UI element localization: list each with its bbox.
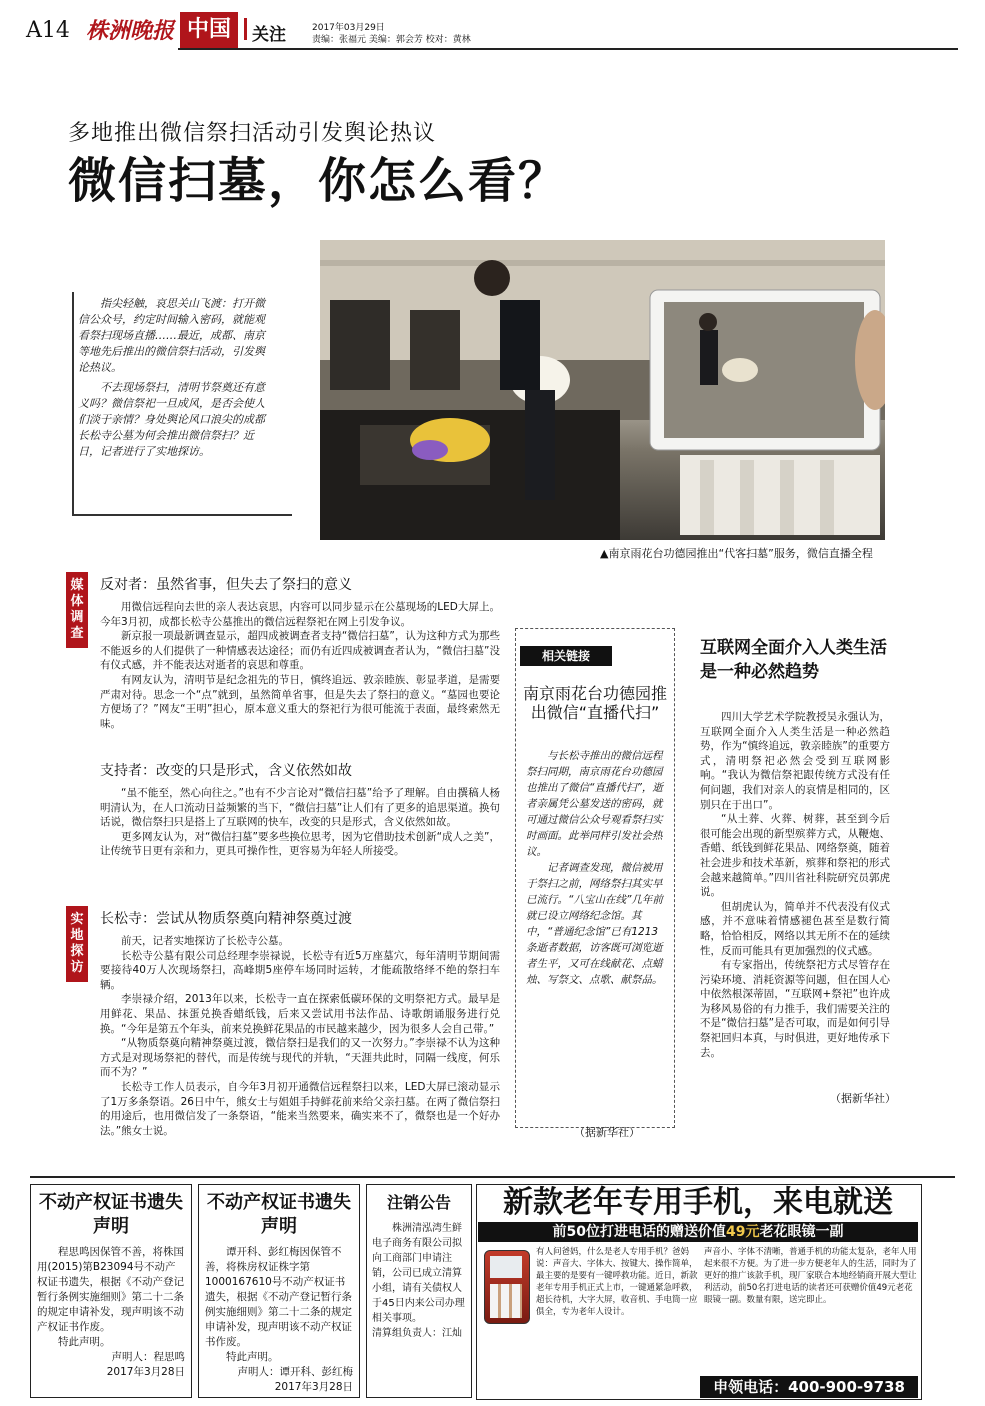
paragraph: “虽不能至，然心向往之。”也有不少言论对“微信扫墓”给予了理解。自由撰稿人杨明清认为，在人口流动日益频繁的当下，“微信扫墓”让人们有了更多的追思渠道。换句话说，微信祭扫只是搭上了互联网的快车，改变的只是形式，含义依然如故。: [100, 787, 500, 829]
article-headline: 微信扫墓，你怎么看？: [68, 153, 569, 209]
paragraph: 但胡虎认为，简单并不代表没有仪式感，并不意味着情感褪色甚至是数行简略，恰恰相反，网络以其无所不在的延续性，反而可能具有更加强烈的仪式感。: [700, 900, 890, 957]
section-body: [100, 600, 500, 731]
paragraph: 新京报一项最新调查显示，超四成被调查者支持“微信扫墓”，认为这种方式为那些不能返乡的人们提供了一种情感表达途径；而仍有近四成被调查者认为，“微信扫墓”没有仪式感，并不能表达对逝者的哀思和尊重。: [100, 630, 500, 672]
notice-sign: 清算组负责人：江灿: [372, 1328, 462, 1339]
paragraph: 更多网友认为，对“微信扫墓”要多些换位思考，因为它借助技术创新“成人之美”，让传统节日更有亲和力，更具可操作性，更容易为年轻人所接受。: [100, 830, 500, 858]
notice-title: 不动产权证书遗失声明: [39, 1192, 183, 1237]
news-photo: [320, 240, 885, 540]
notice-text: 株洲清泓湾生鲜电子商务有限公司拟向工商部门申请注销，公司已成立清算小组，请有关债权人于45日内来公司办理相关事项。: [372, 1223, 465, 1324]
paragraph: 李崇禄介绍，2013年以来，长松寺一直在探索低碳环保的文明祭祀方式。最早是用鲜花、果品、抹蛋兑换香蜡纸钱，后来又尝试用书法作品、诗歌朗诵服务进行兑换。“今年是第五个年头，前来兑换鲜花果品的市民越来越少，因为很多人会自己带。”: [100, 993, 500, 1035]
offer-prefix: 前50位打进电话的赠送价值: [552, 1224, 726, 1240]
photo-caption: ▲南京雨花台功德园推出“代客扫墓”服务，微信直播全程: [600, 547, 873, 560]
commentary-source: （据新华社）: [830, 1092, 896, 1105]
notice-date: 2017年3月28日: [274, 1381, 353, 1393]
issue-date: 2017年03月29日: [312, 23, 385, 33]
paragraph: “从物质祭奠向精神祭奠过渡，微信祭扫是我们的又一次努力。”李崇禄不认为这种方式是对现场祭祀的替代，而是传统与现代的并轨，“天涯共此时，同隔一线度，何乐而不为？”: [100, 1037, 500, 1079]
article-intro: [78, 296, 268, 464]
intro-paragraph: 指尖轻触，哀思关山飞渡：打开微信公众号，约定时间输入密码，就能观看祭扫现场直播……最近，成都、南京等地先后推出的微信祭扫活动，引发舆论热议。: [78, 297, 265, 374]
notice-body: [199, 1239, 359, 1395]
offer-value: 49元: [726, 1224, 760, 1240]
subsection-marker: [244, 18, 247, 40]
notice-sign: 特此声明。: [58, 1336, 111, 1348]
notice-text: 谭开科、彭红梅因保管不善，将株房权证株字第1000167610号不动产权证书遗失，根据《不动产登记暂行条例实施细则》第二十二条的规定申请补发，现声明该不动产权证书作废。: [205, 1246, 352, 1348]
page-number: A14: [26, 18, 70, 43]
paragraph: 与长松寺推出的微信远程祭扫同期，南京雨花台功德园也推出了微信“直播代扫”，逝者亲属凭公墓发送的密码，就可通过微信公众号观看祭扫实时画面。此举同样引发社会热议。: [526, 750, 663, 858]
photo-illustration: [320, 240, 885, 540]
newspaper-logo: 株洲晚报: [86, 19, 175, 44]
paragraph: 四川大学艺术学院教授吴永强认为，互联网全面介入人类生活是一种必然趋势，作为“慎终追远，敦亲睦族”的重要方式，清明祭祀必然会受到互联网影响。“我认为微信祭祀跟传统方式没有任何问题，我们对亲人的哀情是相同的，区别只在于出口”。: [700, 711, 890, 811]
masthead-rule: [178, 48, 958, 50]
notice-sign: 特此声明。: [226, 1351, 279, 1363]
ads-rule: [30, 1176, 955, 1178]
paragraph: 长松寺工作人员表示，自今年3月初开通微信远程祭扫以来，LED大屏已滚动显示了1万多条祭语。26日中午，熊女士与姐姐手持鲜花前来给父亲扫墓。在两了微信祭扫的用途后，也用微信发了一条祭语，“能来当然要来，确实来不了，微祭也是一个好办法。”熊女士说。: [100, 1080, 500, 1137]
notice-date: 2017年3月28日: [106, 1366, 185, 1378]
offer-suffix: 老花眼镜一副: [759, 1224, 844, 1240]
phone-ad-text: 声音小、字体不清晰，普通手机的功能太复杂，老年人用起来很不方便。为了进一步方便老年人的生活，同时为了更好的推广该款手机，现厂家联合本地经销商开展大型让利活动，前50名打进电话的读者还可获赠价值49元老花眼镜一副。数量有限，送完即止。: [704, 1247, 917, 1305]
notice-title: 不动产权证书遗失声明: [207, 1192, 351, 1237]
phone-ad-hotline: 申领电话：400-900-9738: [700, 1376, 918, 1398]
paragraph: 长松寺公墓有限公司总经理李崇禄说，长松寺有近5万座墓穴，每年清明节期间需要接待40万人次现场祭扫，高峰期5座停车场同时运转，才能疏散络绎不绝的祭扫车辆。: [100, 949, 500, 991]
section-body: [100, 934, 500, 1138]
subsection-label: 关注: [252, 25, 286, 45]
section-label: 中国: [180, 12, 238, 48]
commentary-title: 互联网全面介入人类生活是一种必然趋势: [700, 638, 887, 682]
related-title: 南京雨花台功德园推出微信“直播代扫”: [522, 684, 667, 722]
related-body: [526, 748, 666, 988]
notice-body: [367, 1215, 471, 1341]
intro-paragraph: 不去现场祭扫，清明节祭奠还有意义吗？微信祭祀一旦成风，是否会使人们淡于亲情？身处舆论风口浪尖的成都长松寺公墓为何会推出微信祭扫？近日，记者进行了实地探访。: [78, 381, 265, 458]
paragraph: 有专家指出，传统祭祀方式尽管存在污染环境、消耗资源等问题，但在国人心中依然根深蒂固，“互联网+祭祀”也许成为移风易俗的有力推手，我们需要关注的不是“微信扫墓”是否可取，而是如何引导祭祀回归本真，与时俱进，更好地传承下去。: [700, 959, 890, 1059]
deregistration-notice: [366, 1184, 472, 1398]
tab-field-visit: 实地探访: [66, 906, 88, 982]
notice-declarant: 声明人：谭开科、彭红梅: [237, 1366, 353, 1378]
notice-text: 程思鸣因保管不善，将株国用(2015)第B23094号不动产权证书遗失，根据《不动产登记暂行条例实施细则》第二十二条的规定申请补发，现声明该不动产权证书作废。: [37, 1246, 184, 1333]
section-title: 支持者：改变的只是形式，含义依然如故: [100, 763, 352, 779]
paragraph: 有网友认为，清明节是纪念祖先的节日，慎终追远、敦亲睦族、彰显孝道，是需要严肃对待。思念一个“点”就到，虽然简单省事，但是失去了祭扫的意义。“墓园也要论方便场了？”网友“王明”担心，原本意义重大的祭祀行为很可能流于表面，最终索然无味。: [100, 673, 500, 730]
notice-title: 注销公告: [386, 1193, 451, 1212]
related-tag: 相关链接: [520, 646, 612, 666]
lost-certificate-notice: [198, 1184, 360, 1398]
tab-media-survey: 媒体调查: [66, 572, 88, 648]
editor-credits: 责编：张福元 美编：郭会芳 校对：黄林: [312, 35, 471, 45]
paragraph: “从土葬、火葬、树葬，甚至到今后很可能会出现的新型殡葬方式，从鞭炮、香蜡、纸钱到鲜花果品、网络祭奠，随着社会进步和技术革新，殡葬和祭祀的形式会越来越简单。”四川省社科院研究员郭虎说。: [700, 813, 890, 899]
commentary-body: [700, 710, 890, 1060]
related-source: （据新华社）: [574, 1126, 640, 1139]
phone-ad-headline: 新款老年专用手机，来电就送: [503, 1185, 893, 1220]
section-title: 长松寺：尝试从物质祭奠向精神祭奠过渡: [100, 911, 352, 927]
article-kicker: 多地推出微信祭扫活动引发舆论热议: [68, 121, 437, 146]
phone-keypad-icon: [490, 1284, 522, 1318]
notice-declarant: 声明人：程思鸣: [111, 1351, 185, 1363]
paragraph: 用微信远程向去世的亲人表达哀思，内容可以同步显示在公墓现场的LED大屏上。今年3月初，成都长松寺公墓推出的微信远程祭祀在网上引发争议。: [100, 601, 500, 628]
section-body: [100, 786, 500, 859]
phone-ad-text: 有人问爸妈，什么是老人专用手机？爸妈说：声音大、字体大、按键大、操作简单，最主要的是要有一键呼救功能。近日，新款老年专用手机正式上市，一键通紧急呼救，超长待机，大字大屏，收音机、手电筒一应俱全，专为老年人设计。: [536, 1247, 698, 1317]
paragraph: 前天，记者实地探访了长松寺公墓。: [121, 935, 289, 947]
paragraph: 记者调查发现，微信被用于祭扫之前，网络祭扫其实早已流行。“八宝山在线”几年前就已设立网络纪念馆。其中，“普通纪念馆”已有1213条逝者数据，访客既可浏览逝者生平，又可在线献花、点蜡烛、写祭文、点歌、献祭品。: [526, 862, 663, 986]
lost-certificate-notice: [30, 1184, 192, 1398]
section-title: 反对者：虽然省事，但失去了祭扫的意义: [100, 577, 352, 593]
phone-ad-offer: [478, 1222, 918, 1242]
phone-screen-icon: [490, 1256, 522, 1278]
notice-body: [31, 1239, 191, 1380]
